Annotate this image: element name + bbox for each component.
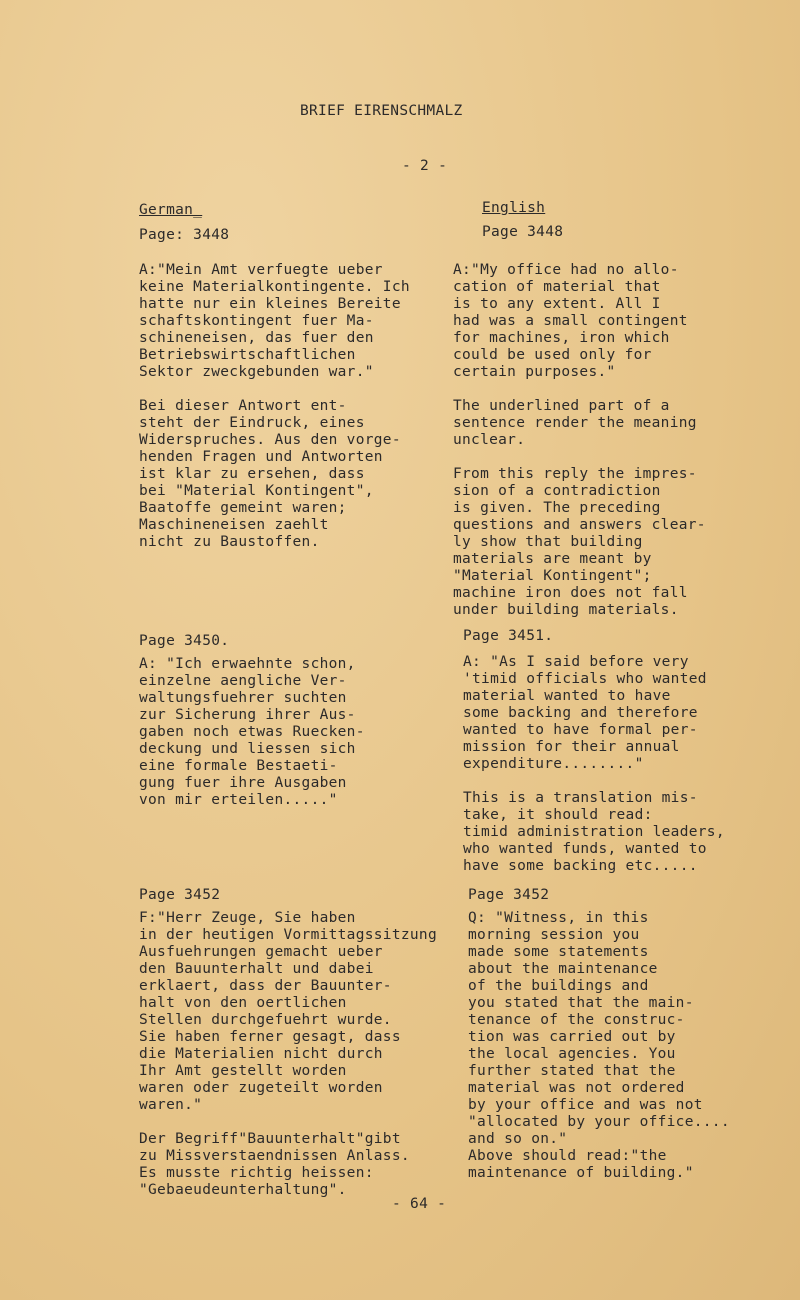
footer-page-number: - 64 - — [392, 1196, 447, 1212]
page-marker: - 2 - — [402, 158, 448, 174]
german-text-block: A: "Ich erwaehnte schon, einzelne aengliche Ver- waltungsfuehrer suchten zur Sicherung ihrer Aus- gaben noch etwas Ruecken- deckung und liessen sich eine formale Bestaeti- gung fuer ihre Ausgaben von mir erteilen....." — [139, 656, 365, 808]
german-text-block: A:"Mein Amt verfuegte ueber keine Materialkontingente. Ich hatte nur ein kleines Bereite schaftskontingent fuer Ma- schineneisen, das fuer den Betriebswirtschaftlichen Sektor zweckgebunden war." Bei dieser Antwort ent- steht der Eindruck, eines Widerspruches. Aus den vorge- henden Fragen und Antworten ist klar zu ersehen, dass bei "Material Kontingent", Baatoffe gemeint waren; Maschineneisen zaehlt nicht zu Baustoffen. — [139, 262, 410, 550]
english-page-ref: Page 3451. — [463, 628, 554, 644]
english-text-block: Q: "Witness, in this morning session you made some statements about the maintenance of the buildings and you stated that the main- tenance of the construc- tion was carried out by the local agencies. You further stated that the material was not ordered by your office and was not "allocated by your office.... and so on." Above should read:"the maintenance of building." — [468, 910, 730, 1181]
german-text-block: F:"Herr Zeuge, Sie haben in der heutigen Vormittagssitzung Ausfuehrungen gemacht ueber den Bauunterhalt und dabei erklaert, dass der Bauunter- halt von den oertlichen Stellen durchgefuehrt wurde. Sie haben ferner gesagt, dass die Materialien nicht durch Ihr Amt gestellt worden waren oder zugeteilt worden waren." Der Begriff"Bauunterhalt"gibt zu Missverstaendnissen Anlass. Es musste richtig heissen: "Gebaeudeunterhaltung". — [139, 910, 437, 1198]
english-text-block: A: "As I said before very 'timid officials who wanted material wanted to have some backing and therefore wanted to have formal per- mission for their annual expenditure........" This is a translation mis- take, it should read: timid administration leaders, who wanted funds, wanted to have some backing etc..... — [463, 654, 725, 874]
english-column-label: English — [482, 200, 546, 216]
english-page-ref: Page 3452 — [468, 887, 550, 903]
english-page-ref: Page 3448 — [482, 224, 564, 240]
german-page-ref: Page 3452 — [139, 887, 221, 903]
german-column-label: German_ — [139, 202, 203, 218]
german-page-ref: Page: 3448 — [139, 227, 230, 243]
document-title: BRIEF EIRENSCHMALZ — [300, 103, 463, 119]
english-text-block: A:"My office had no allo- cation of material that is to any extent. All I had was a small contingent for machines, iron which could be used only for certain purposes." The underlined part of a sentence render the meaning unclear. From this reply the impres- sion of a contradiction is given. The preceding questions and answers clear- ly show that building materials are meant by "Material Kontingent"; machine iron does not fall under building materials. — [453, 262, 706, 618]
german-page-ref: Page 3450. — [139, 633, 230, 649]
